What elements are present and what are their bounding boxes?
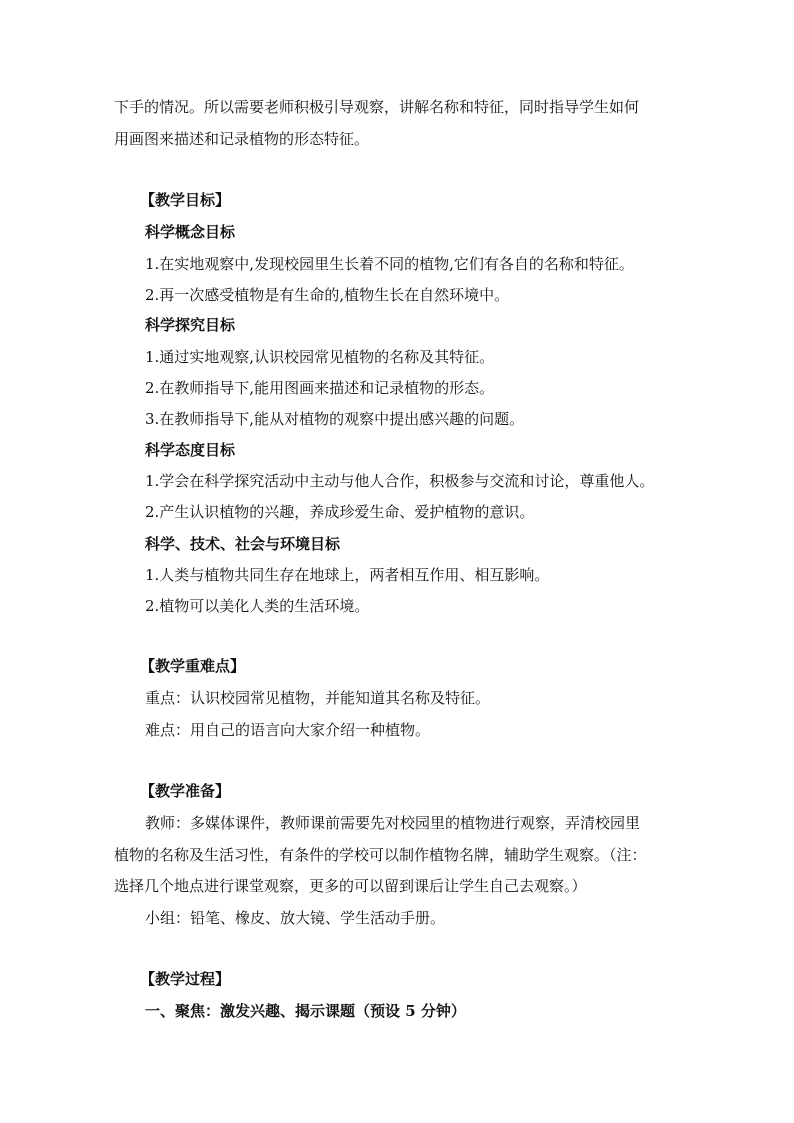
preparation-heading: 【教学准备】 [140,782,231,800]
intro-line-1: 下手的情况。所以需要老师积极引导观察，讲解名称和特征，同时指导学生如何 [114,98,640,116]
inquiry-item-3: 3.在教师指导下,能从对植物的观察中提出感兴趣的问题。 [145,410,525,428]
preparation-group: 小组：铅笔、橡皮、放大镜、学生活动手册。 [145,909,446,927]
inquiry-item-2: 2.在教师指导下,能用图画来描述和记录植物的形态。 [145,379,495,397]
keypoint-difficult: 难点：用自己的语言向大家介绍一种植物。 [145,721,431,739]
attitude-item-1: 1.学会在科学探究活动中主动与他人合作，积极参与交流和讨论，尊重他人。 [145,472,655,490]
process-heading: 【教学过程】 [140,970,231,988]
keypoint-key: 重点：认识校园常见植物，并能知道其名称及特征。 [145,689,491,707]
preparation-teacher-line-2: 植物的名称及生活习性，有条件的学校可以制作植物名牌，辅助学生观察。（注： [114,846,647,864]
attitude-title: 科学态度目标 [145,441,236,459]
inquiry-title: 科学探究目标 [145,316,236,334]
stse-item-1: 1.人类与植物共同生存在地球上，两者相互作用、相互影响。 [145,566,550,584]
attitude-item-2: 2.产生认识植物的兴趣，养成珍爱生命、爱护植物的意识。 [145,503,535,521]
stse-title: 科学、技术、社会与环境目标 [145,535,341,553]
objectives-heading: 【教学目标】 [140,191,231,209]
inquiry-item-1: 1.通过实地观察,认识校园常见植物的名称及其特征。 [145,348,495,366]
intro-line-2: 用画图来描述和记录植物的形态特征。 [114,130,370,148]
keypoints-heading: 【教学重难点】 [140,657,246,675]
preparation-teacher-line-1: 教师：多媒体课件，教师课前需要先对校园里的植物进行观察，弄清校园里 [145,814,641,832]
concept-item-1: 1.在实地观察中,发现校园里生长着不同的植物,它们有各自的名称和特征。 [145,255,634,273]
stse-item-2: 2.植物可以美化人类的生活环境。 [145,597,370,615]
concept-title: 科学概念目标 [145,223,236,241]
process-step-1: 一、聚焦：激发兴趣、揭示课题（预设 5 分钟） [145,1002,466,1020]
concept-item-2: 2.再一次感受植物是有生命的,植物生长在自然环境中。 [145,286,510,304]
preparation-teacher-line-3: 选择几个地点进行课堂观察，更多的可以留到课后让学生自己去观察。） [114,877,587,895]
